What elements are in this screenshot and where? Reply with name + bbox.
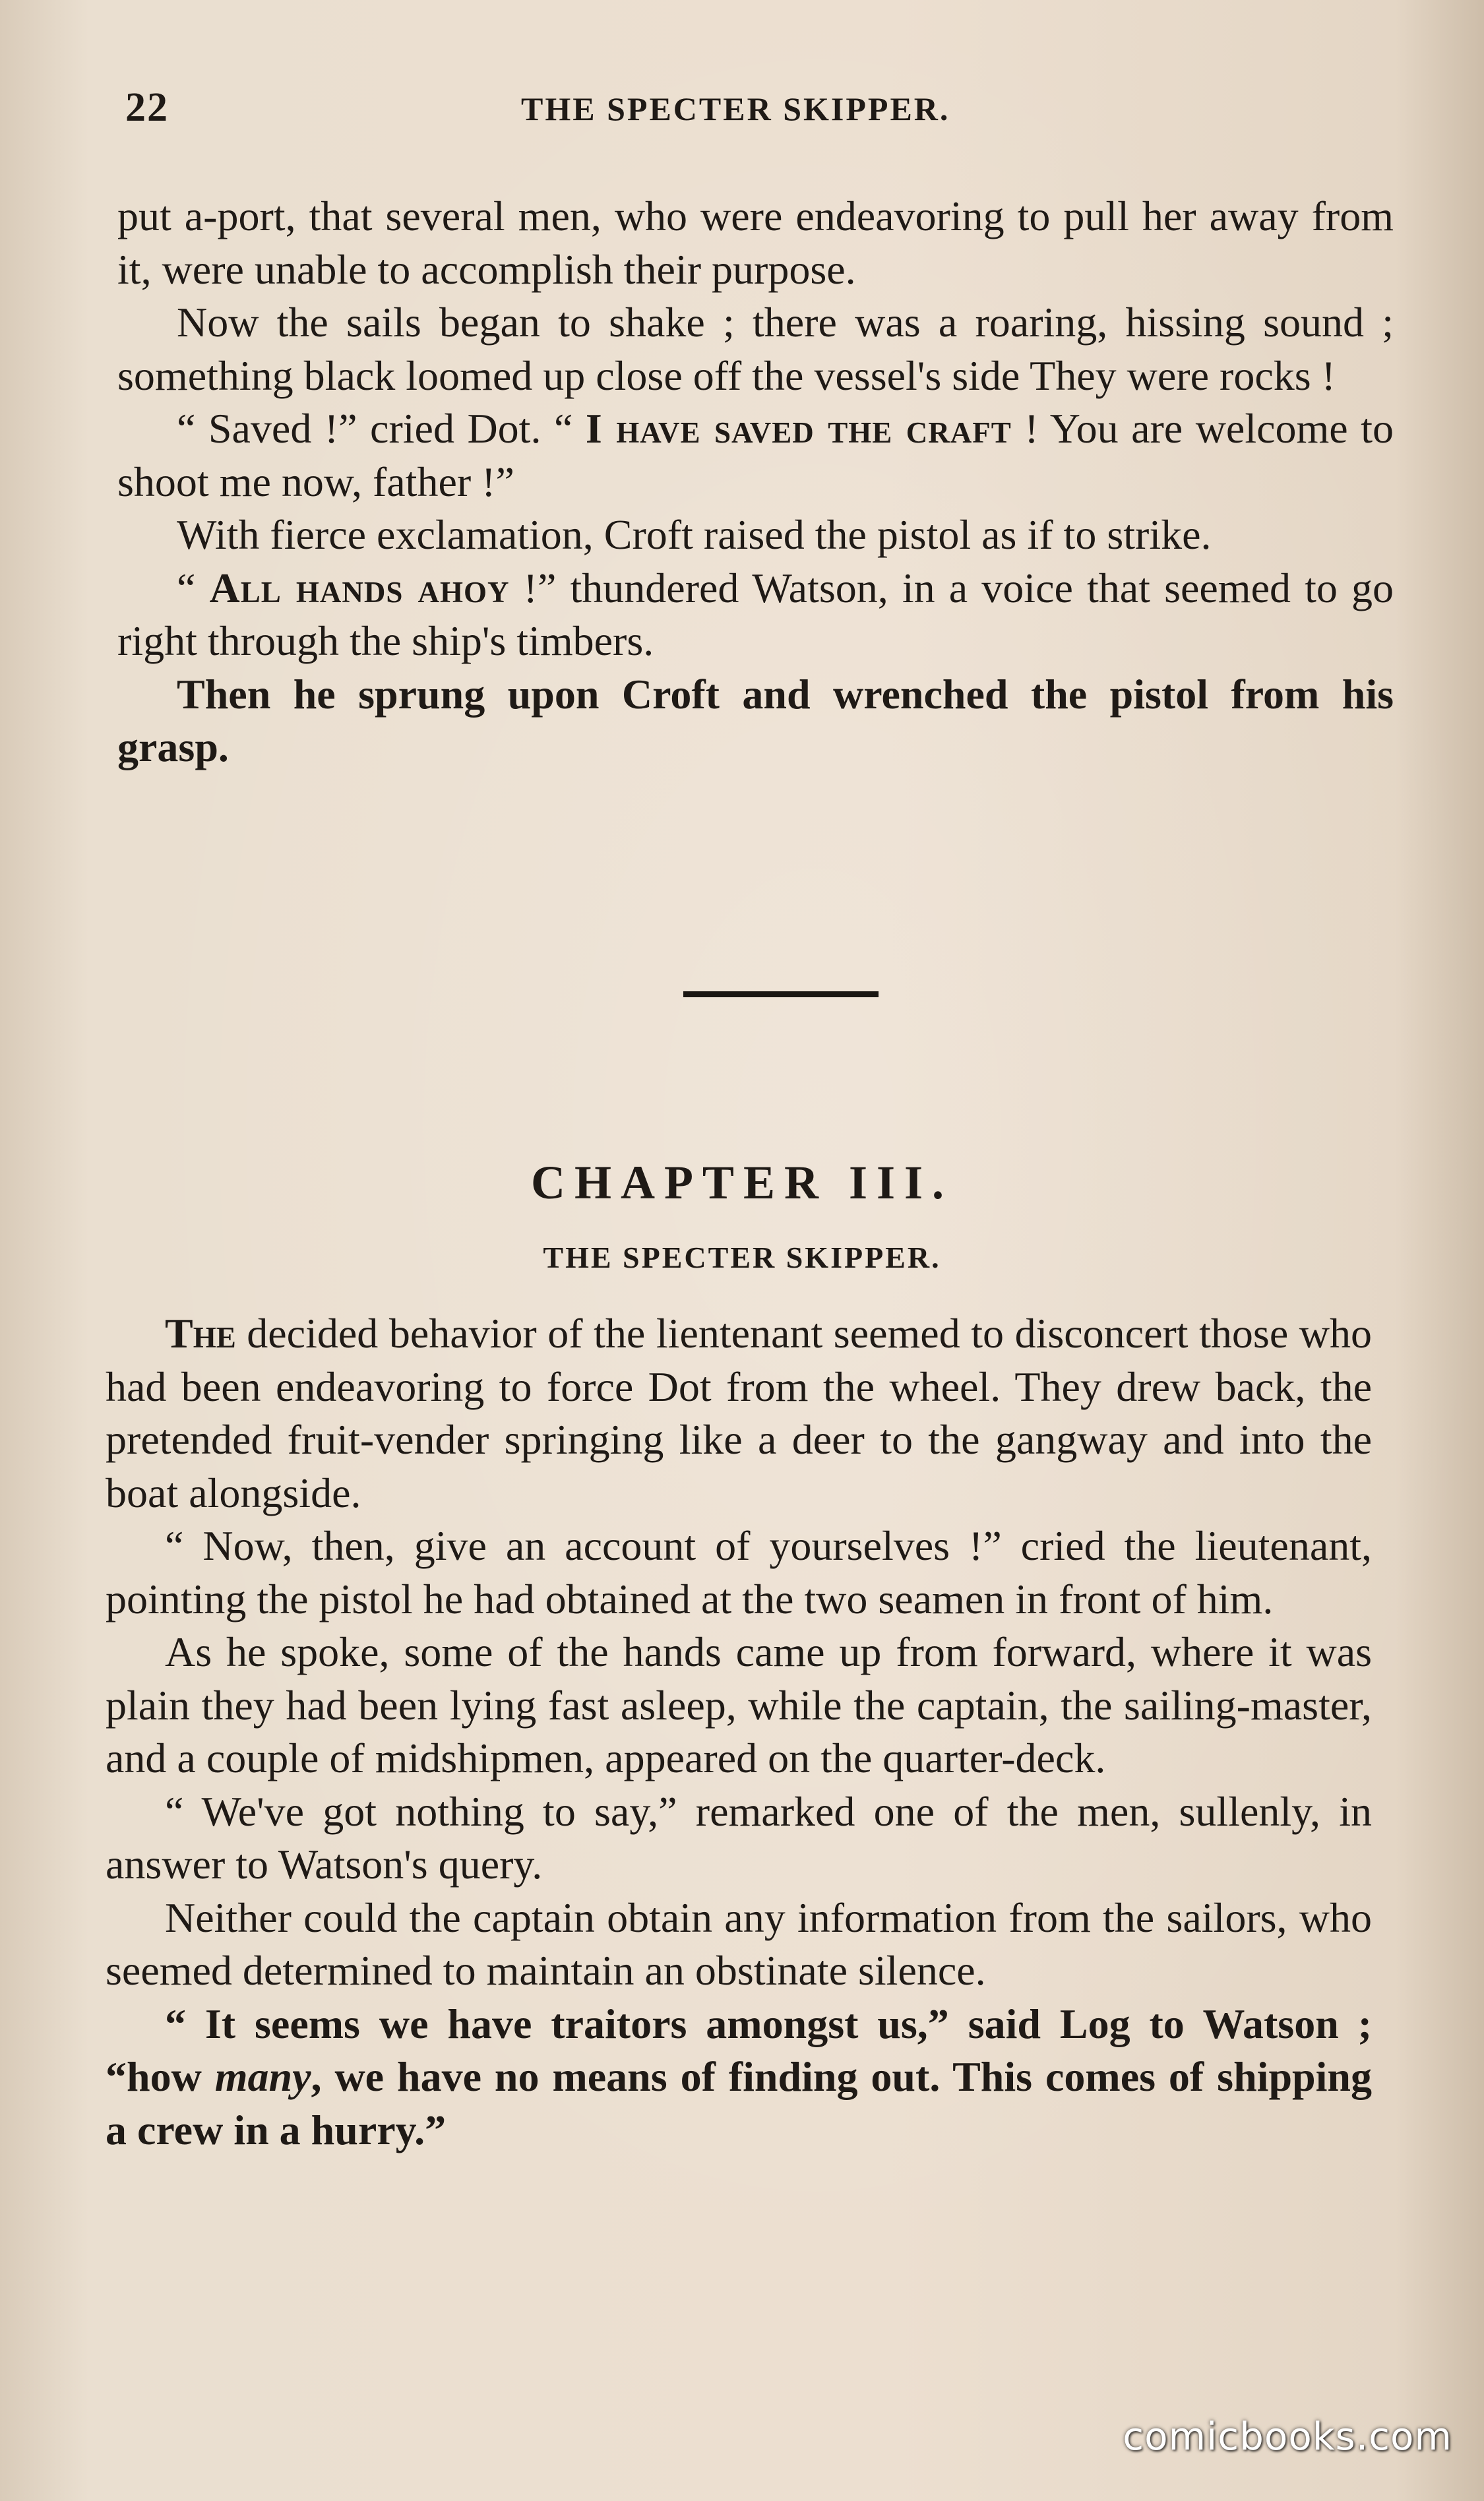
paragraph	[106, 1998, 1372, 2157]
paragraph	[117, 562, 1394, 668]
paragraph-text: decided behavior of the lientenant seemed to disconcert those who had been endeavoring to force Dot from the wheel. They drew back, the pretended fruit-vender springing like a deer to the gangway and into the boat alongside.	[106, 1310, 1372, 1516]
paragraph: “ Now, then, give an account of yourselves !” cried the lieutenant, pointing the pistol he had obtained at the two seamen in front of him.	[106, 1522, 1372, 1622]
paragraph: Neither could the captain obtain any information from the sailors, who seemed determined to maintain an obstinate silence.	[106, 1894, 1372, 1994]
paragraph: As he spoke, some of the hands came up from forward, where it was plain they had been lying fast asleep, while the captain, the sailing-master, and a couple of midshipmen, appeared on the quarter-deck.	[106, 1628, 1372, 1781]
paragraph: Now the sails began to shake ; there was a roaring, hissing sound ; something black loomed up close off the vessel's side They were rocks !	[117, 299, 1394, 399]
paragraph-text: , we have no means of finding out. This comes of shipping a crew in a hurry.”	[106, 2053, 1373, 2153]
shouted-phrase: All hands ahoy	[209, 564, 510, 611]
text-block-top	[117, 190, 1394, 774]
running-title: THE SPECTER SKIPPER.	[521, 90, 950, 127]
running-head	[125, 84, 1378, 137]
quote-close: !” thundered Watson, in a voice that seemed to go right through the ship's timbers.	[117, 564, 1394, 664]
watermark: comicbooks.com	[1123, 2414, 1452, 2459]
paragraph-text: “ It seems we have traitors amongst us,” said Log to Watson ; “how	[106, 2000, 1372, 2100]
chapter-heading: CHAPTER III.	[530, 1156, 954, 1209]
paragraph: “ We've got nothing to say,” remarked one of the men, sullenly, in answer to Watson's query.	[106, 1787, 1372, 1888]
shouted-phrase: I have saved the craft	[585, 405, 1012, 452]
quote-open: “	[177, 564, 210, 611]
paragraph: Then he sprung upon Croft and wrenched the pistol from his grasp.	[117, 670, 1394, 770]
quote-open: “ Saved !” cried Dot. “	[177, 405, 586, 452]
chapter-subtitle: THE SPECTER SKIPPER.	[543, 1241, 941, 1274]
paragraph	[106, 1307, 1372, 1520]
paragraph: With fierce exclamation, Croft raised the pistol as if to strike.	[177, 511, 1212, 558]
paragraph	[117, 402, 1394, 509]
emphasized-word: many	[214, 2053, 311, 2100]
paragraph: put a-port, that several men, who were endeavoring to pull her away from it, were unable to accomplish their purpose.	[117, 193, 1394, 293]
text-block-bottom	[106, 1307, 1372, 2157]
page-number: 22	[125, 85, 169, 130]
quote-close: ! You are welcome to shoot me now, father !”	[117, 405, 1394, 505]
section-divider	[683, 991, 879, 997]
opening-word: The	[165, 1310, 236, 1357]
